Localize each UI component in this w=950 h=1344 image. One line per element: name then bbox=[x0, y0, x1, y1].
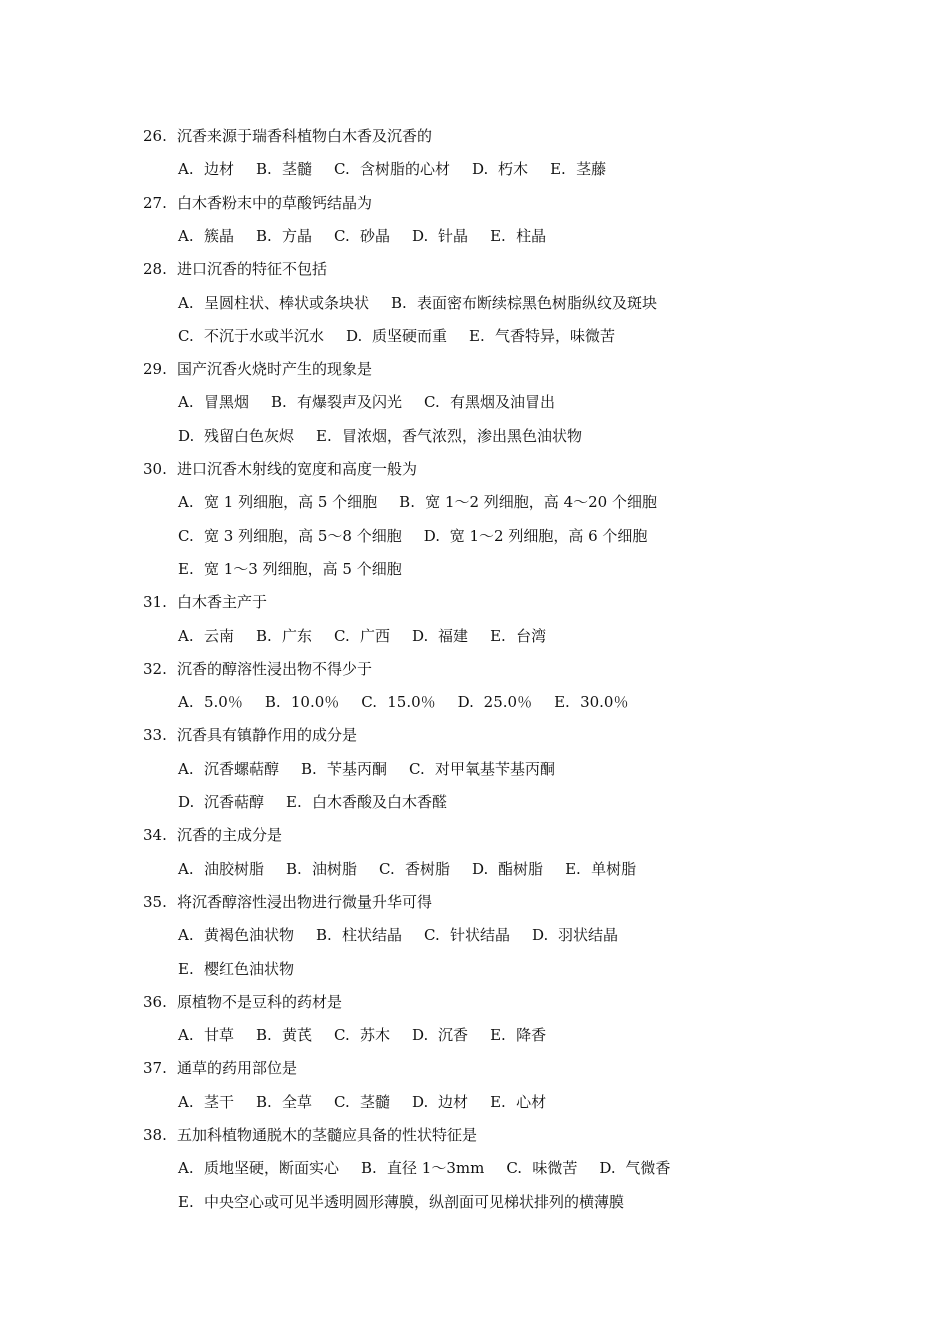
option-letter: D. bbox=[532, 926, 549, 945]
option-text: 方晶 bbox=[282, 226, 313, 245]
question-number: 36. bbox=[143, 992, 167, 1011]
answer-option[interactable] bbox=[178, 692, 243, 712]
option-text: 15.0％ bbox=[387, 693, 436, 712]
option-line bbox=[178, 226, 568, 246]
answer-option[interactable] bbox=[346, 326, 447, 346]
option-letter: A. bbox=[178, 859, 194, 878]
option-letter: C. bbox=[178, 526, 194, 545]
question-stem: 五加科植物通脱木的茎髓应具备的性状特征是 bbox=[177, 1126, 478, 1144]
answer-option[interactable] bbox=[599, 1158, 670, 1178]
option-letter: D. bbox=[423, 526, 440, 545]
question-number: 32. bbox=[143, 659, 167, 678]
option-letter: A. bbox=[178, 1026, 194, 1045]
option-text: 10.0％ bbox=[290, 693, 340, 712]
answer-option[interactable] bbox=[472, 859, 543, 879]
option-text: 心材 bbox=[516, 1092, 547, 1111]
option-letter: D. bbox=[412, 226, 429, 245]
option-letter: B. bbox=[256, 1092, 272, 1111]
option-text: 茎干 bbox=[204, 1092, 235, 1111]
option-text: 降香 bbox=[516, 1026, 547, 1045]
answer-option[interactable] bbox=[178, 792, 264, 812]
option-line bbox=[178, 492, 679, 512]
answer-option[interactable] bbox=[271, 392, 402, 412]
answer-option[interactable] bbox=[550, 159, 606, 179]
option-line bbox=[178, 692, 650, 712]
question-stem: 通草的药用部位是 bbox=[177, 1059, 298, 1078]
option-text: 樱红色油状物 bbox=[204, 959, 295, 978]
option-letter: C. bbox=[334, 1092, 350, 1111]
option-letter: D. bbox=[178, 793, 195, 811]
question-stem-line bbox=[143, 193, 372, 213]
option-letter: B. bbox=[256, 160, 272, 179]
option-letter: D. bbox=[412, 1092, 429, 1111]
option-text: 沉香萜醇 bbox=[204, 793, 265, 811]
option-letter: D. bbox=[412, 626, 429, 645]
option-text: 5.0％ bbox=[204, 693, 243, 712]
option-line bbox=[178, 792, 469, 812]
answer-option[interactable] bbox=[316, 426, 582, 446]
answer-option[interactable] bbox=[178, 1092, 234, 1112]
option-text: 甘草 bbox=[204, 1026, 235, 1045]
answer-option[interactable] bbox=[178, 959, 294, 979]
option-letter: E. bbox=[178, 959, 194, 978]
answer-option[interactable] bbox=[334, 1092, 390, 1112]
option-letter: E. bbox=[490, 226, 506, 245]
answer-option[interactable] bbox=[412, 626, 468, 646]
option-text: 白木香酸及白木香醛 bbox=[312, 793, 448, 811]
question-number: 31. bbox=[143, 593, 167, 612]
answer-option[interactable] bbox=[565, 859, 636, 879]
answer-option[interactable] bbox=[265, 692, 339, 712]
answer-option[interactable] bbox=[286, 859, 357, 879]
option-letter: B. bbox=[391, 293, 407, 312]
answer-option[interactable] bbox=[178, 1158, 339, 1178]
answer-option[interactable] bbox=[256, 226, 312, 246]
option-letter: C. bbox=[424, 926, 440, 945]
answer-option[interactable] bbox=[458, 692, 532, 712]
answer-option[interactable] bbox=[178, 759, 279, 779]
option-letter: D. bbox=[472, 160, 489, 179]
option-line bbox=[178, 1092, 568, 1112]
answer-option[interactable] bbox=[178, 159, 234, 179]
option-text: 呈圆柱状、棒状或条块状 bbox=[204, 293, 370, 312]
option-letter: E. bbox=[490, 1092, 506, 1111]
option-line bbox=[178, 526, 669, 546]
option-text: 柱晶 bbox=[516, 226, 547, 245]
option-letter: B. bbox=[264, 693, 281, 712]
option-text: 针晶 bbox=[438, 226, 469, 245]
option-letter: E. bbox=[178, 559, 194, 578]
option-text: 黄褐色油状物 bbox=[204, 926, 295, 945]
option-line bbox=[178, 426, 604, 446]
question-stem-line bbox=[143, 725, 357, 745]
option-letter: D. bbox=[346, 326, 363, 345]
option-letter: B. bbox=[361, 1159, 377, 1178]
option-text: 朽木 bbox=[498, 160, 529, 179]
option-letter: C. bbox=[178, 326, 194, 345]
question-stem: 国产沉香火烧时产生的现象是 bbox=[177, 360, 373, 379]
option-text: 台湾 bbox=[516, 626, 547, 645]
option-text: 25.0％ bbox=[483, 693, 533, 712]
option-letter: B. bbox=[256, 226, 272, 245]
option-letter: E. bbox=[490, 626, 506, 645]
answer-option[interactable] bbox=[532, 925, 618, 945]
option-letter: C. bbox=[409, 759, 425, 778]
answer-option[interactable] bbox=[178, 559, 402, 579]
option-text: 沉香 bbox=[438, 1026, 469, 1045]
answer-option[interactable] bbox=[178, 859, 264, 879]
option-text: 香树脂 bbox=[405, 859, 451, 878]
answer-option[interactable] bbox=[506, 1158, 577, 1178]
option-text: 宽 1～2 列细胞，高 6 个细胞 bbox=[449, 526, 648, 545]
answer-option[interactable] bbox=[424, 925, 510, 945]
answer-option[interactable] bbox=[490, 626, 546, 646]
question-stem-line bbox=[143, 992, 342, 1012]
answer-option[interactable] bbox=[361, 1158, 484, 1178]
question-number: 38. bbox=[143, 1126, 167, 1144]
option-letter: A. bbox=[178, 493, 194, 512]
option-line bbox=[178, 159, 628, 179]
option-text: 广东 bbox=[282, 626, 313, 645]
option-line bbox=[178, 859, 658, 879]
option-text: 宽 1 列细胞，高 5 个细胞 bbox=[204, 493, 378, 512]
answer-option[interactable] bbox=[301, 759, 387, 779]
option-text: 表面密布断续棕黑色树脂纵纹及斑块 bbox=[417, 293, 658, 312]
option-letter: A. bbox=[178, 626, 194, 645]
option-text: 中央空心或可见半透明圆形薄膜，纵剖面可见梯状排列的横薄膜 bbox=[204, 1192, 625, 1211]
answer-option[interactable] bbox=[472, 159, 528, 179]
option-line bbox=[178, 925, 640, 945]
question-number: 34. bbox=[143, 826, 167, 845]
option-text: 苏木 bbox=[360, 1026, 391, 1045]
option-letter: E. bbox=[469, 326, 485, 345]
option-letter: D. bbox=[599, 1159, 616, 1178]
question-stem-line bbox=[143, 892, 432, 912]
option-text: 味微苦 bbox=[532, 1159, 578, 1178]
answer-option[interactable] bbox=[554, 692, 628, 712]
option-letter: B. bbox=[256, 626, 272, 645]
question-stem: 白木香粉末中的草酸钙结晶为 bbox=[177, 193, 373, 212]
question-stem: 白木香主产于 bbox=[177, 593, 268, 612]
option-text: 油树脂 bbox=[312, 859, 358, 878]
answer-option[interactable] bbox=[334, 226, 390, 246]
option-text: 黄芪 bbox=[282, 1026, 313, 1045]
answer-option[interactable] bbox=[379, 859, 450, 879]
option-letter: C. bbox=[334, 160, 350, 179]
answer-option[interactable] bbox=[178, 492, 377, 512]
option-text: 宽 1～3 列细胞，高 5 个细胞 bbox=[204, 559, 402, 578]
answer-option[interactable] bbox=[178, 626, 234, 646]
question-stem-line bbox=[143, 592, 267, 612]
option-letter: A. bbox=[178, 226, 194, 245]
option-line bbox=[178, 326, 637, 346]
option-text: 羽状结晶 bbox=[558, 926, 619, 945]
option-line bbox=[178, 559, 424, 579]
option-text: 茎髓 bbox=[360, 1092, 391, 1111]
option-line bbox=[178, 626, 568, 646]
question-number: 28. bbox=[143, 260, 167, 279]
answer-option[interactable] bbox=[178, 392, 249, 412]
question-stem-line bbox=[143, 659, 372, 679]
answer-option[interactable] bbox=[178, 1025, 234, 1045]
answer-option[interactable] bbox=[469, 326, 615, 346]
answer-option[interactable] bbox=[334, 1025, 390, 1045]
option-text: 含树脂的心材 bbox=[360, 160, 451, 179]
answer-option[interactable] bbox=[409, 759, 555, 779]
option-text: 有爆裂声及闪光 bbox=[297, 393, 403, 412]
option-letter: D. bbox=[412, 1026, 429, 1045]
question-number: 29. bbox=[143, 360, 167, 379]
option-text: 广西 bbox=[360, 626, 391, 645]
option-text: 有黑烟及油冒出 bbox=[450, 393, 556, 412]
option-text: 直径 1～3mm bbox=[387, 1159, 485, 1178]
option-letter: C. bbox=[424, 393, 440, 412]
option-letter: A. bbox=[178, 693, 194, 712]
question-stem: 将沉香醇溶性浸出物进行微量升华可得 bbox=[177, 892, 433, 911]
option-line bbox=[178, 293, 679, 313]
answer-option[interactable] bbox=[490, 1025, 546, 1045]
option-letter: D. bbox=[472, 859, 489, 878]
answer-option[interactable] bbox=[256, 1092, 312, 1112]
question-stem: 沉香具有镇静作用的成分是 bbox=[177, 726, 358, 745]
option-text: 边材 bbox=[438, 1092, 469, 1111]
option-text: 簇晶 bbox=[204, 226, 235, 245]
option-letter: E. bbox=[178, 1192, 194, 1211]
option-text: 质地坚硬，断面实心 bbox=[204, 1159, 340, 1178]
option-letter: C. bbox=[506, 1159, 523, 1178]
option-line bbox=[178, 1158, 692, 1178]
question-stem-line bbox=[143, 459, 417, 479]
question-number: 30. bbox=[143, 460, 167, 478]
option-text: 单树脂 bbox=[591, 859, 637, 878]
question-stem: 原植物不是豆科的药材是 bbox=[177, 992, 343, 1011]
option-text: 对甲氧基苄基丙酮 bbox=[435, 759, 556, 778]
option-text: 不沉于水或半沉水 bbox=[204, 326, 325, 345]
option-text: 茎髓 bbox=[282, 160, 313, 179]
option-letter: C. bbox=[334, 626, 350, 645]
question-stem-line bbox=[143, 126, 432, 146]
answer-option[interactable] bbox=[334, 626, 390, 646]
question-stem-line bbox=[143, 825, 282, 845]
option-letter: B. bbox=[301, 759, 317, 778]
option-text: 边材 bbox=[204, 160, 235, 179]
option-letter: B. bbox=[399, 493, 415, 512]
answer-option[interactable] bbox=[424, 392, 555, 412]
option-line bbox=[178, 759, 577, 779]
option-letter: A. bbox=[178, 1092, 194, 1111]
option-letter: A. bbox=[178, 160, 194, 179]
option-letter: B. bbox=[271, 393, 287, 412]
option-letter: E. bbox=[550, 160, 566, 179]
question-number: 26. bbox=[143, 127, 167, 145]
option-text: 云南 bbox=[204, 626, 235, 645]
answer-option[interactable] bbox=[178, 426, 294, 446]
answer-option[interactable] bbox=[178, 326, 324, 346]
option-letter: D. bbox=[457, 693, 474, 712]
option-letter: E. bbox=[286, 793, 302, 811]
answer-option[interactable] bbox=[424, 526, 648, 546]
answer-option[interactable] bbox=[178, 526, 402, 546]
option-line bbox=[178, 1192, 646, 1212]
option-text: 气微香 bbox=[625, 1159, 671, 1178]
option-text: 质坚硬而重 bbox=[372, 326, 448, 345]
option-text: 酯树脂 bbox=[498, 859, 544, 878]
question-number: 35. bbox=[143, 892, 167, 911]
option-text: 气香特异，味微苦 bbox=[495, 326, 616, 345]
option-letter: C. bbox=[361, 693, 377, 712]
option-text: 残留白色灰烬 bbox=[204, 426, 295, 445]
answer-option[interactable] bbox=[178, 293, 369, 313]
option-text: 油胶树脂 bbox=[204, 859, 265, 878]
option-line bbox=[178, 1025, 568, 1045]
option-letter: E. bbox=[554, 693, 570, 712]
option-letter: E. bbox=[565, 859, 581, 878]
option-line bbox=[178, 392, 577, 412]
option-letter: A. bbox=[178, 393, 194, 412]
answer-option[interactable] bbox=[178, 1192, 624, 1212]
option-letter: A. bbox=[178, 759, 194, 778]
answer-option[interactable] bbox=[178, 226, 234, 246]
question-stem: 沉香的主成分是 bbox=[177, 826, 283, 845]
option-text: 茎藤 bbox=[576, 160, 607, 179]
question-number: 37. bbox=[143, 1059, 167, 1078]
option-letter: B. bbox=[256, 1026, 272, 1045]
option-text: 福建 bbox=[438, 626, 469, 645]
answer-option[interactable] bbox=[256, 626, 312, 646]
question-stem-line bbox=[143, 259, 327, 279]
answer-option[interactable] bbox=[412, 1025, 468, 1045]
option-text: 沉香螺萜醇 bbox=[204, 759, 280, 778]
question-stem: 进口沉香木射线的宽度和高度一般为 bbox=[177, 460, 418, 478]
option-letter: A. bbox=[178, 293, 194, 312]
option-text: 柱状结晶 bbox=[342, 926, 403, 945]
answer-option[interactable] bbox=[286, 792, 447, 812]
option-text: 冒黑烟 bbox=[204, 393, 250, 412]
answer-option[interactable] bbox=[316, 925, 402, 945]
option-text: 宽 3 列细胞，高 5～8 个细胞 bbox=[204, 526, 402, 545]
answer-option[interactable] bbox=[334, 159, 450, 179]
question-stem-line bbox=[143, 1125, 477, 1145]
question-number: 27. bbox=[143, 193, 167, 212]
option-text: 冒浓烟，香气浓烈，渗出黑色油状物 bbox=[342, 426, 583, 445]
option-letter: C. bbox=[334, 1026, 350, 1045]
option-letter: E. bbox=[316, 426, 332, 445]
answer-option[interactable] bbox=[361, 692, 435, 712]
question-stem: 沉香的醇溶性浸出物不得少于 bbox=[177, 659, 373, 678]
option-text: 宽 1～2 列细胞，高 4～20 个细胞 bbox=[425, 493, 657, 512]
option-text: 30.0％ bbox=[580, 693, 629, 712]
answer-option[interactable] bbox=[490, 226, 546, 246]
option-text: 针状结晶 bbox=[450, 926, 511, 945]
question-stem: 进口沉香的特征不包括 bbox=[177, 260, 328, 279]
option-line bbox=[178, 959, 316, 979]
answer-option[interactable] bbox=[391, 293, 657, 313]
question-stem: 沉香来源于瑞香科植物白木香及沉香的 bbox=[177, 127, 433, 145]
answer-option[interactable] bbox=[412, 1092, 468, 1112]
option-letter: E. bbox=[490, 1026, 506, 1045]
option-letter: B. bbox=[286, 859, 302, 878]
option-letter: C. bbox=[379, 859, 395, 878]
option-letter: B. bbox=[316, 926, 332, 945]
option-letter: D. bbox=[178, 426, 195, 445]
option-letter: C. bbox=[334, 226, 350, 245]
answer-option[interactable] bbox=[412, 226, 468, 246]
option-text: 全草 bbox=[282, 1092, 313, 1111]
option-text: 苄基丙酮 bbox=[327, 759, 388, 778]
option-letter: A. bbox=[178, 1159, 194, 1178]
option-text: 砂晶 bbox=[360, 226, 391, 245]
option-letter: A. bbox=[178, 926, 194, 945]
answer-option[interactable] bbox=[490, 1092, 546, 1112]
answer-option[interactable] bbox=[399, 492, 657, 512]
answer-option[interactable] bbox=[256, 159, 312, 179]
question-number: 33. bbox=[143, 726, 167, 745]
question-stem-line bbox=[143, 1058, 297, 1078]
answer-option[interactable] bbox=[256, 1025, 312, 1045]
answer-option[interactable] bbox=[178, 925, 294, 945]
question-stem-line bbox=[143, 359, 372, 379]
